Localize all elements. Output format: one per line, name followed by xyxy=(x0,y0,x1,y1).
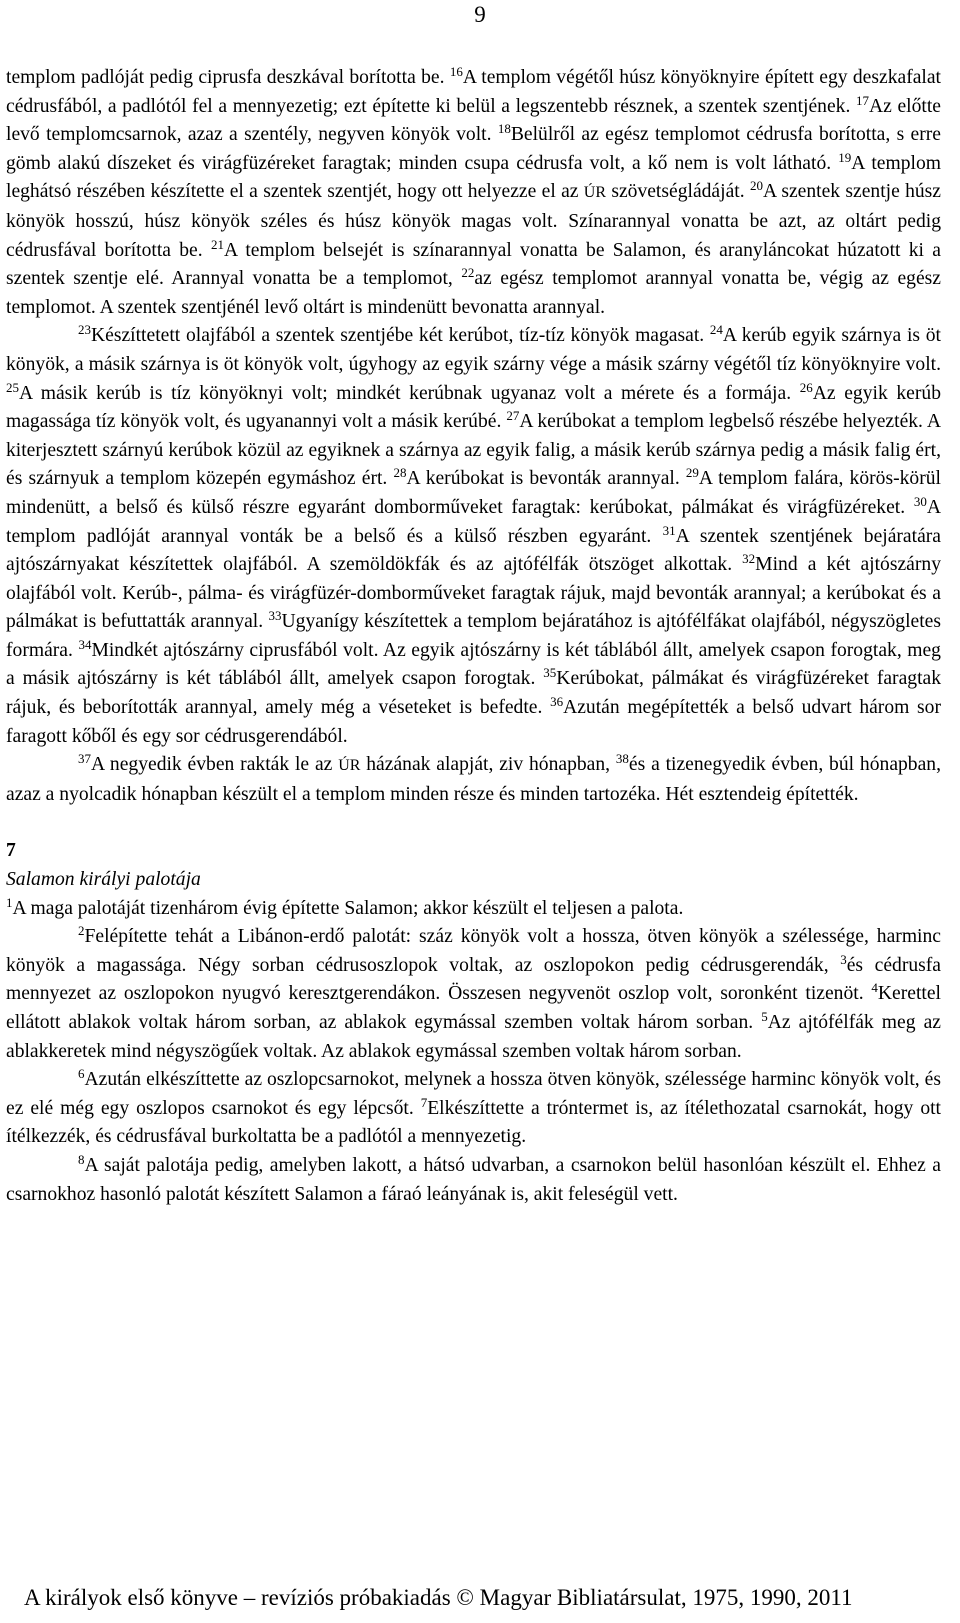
verse-text: az egész templomot arannyal vonatta be, végig az egész templomot. A szentek szentjénél levő oltárt is mindenütt bevonatta arannyal. xyxy=(6,268,941,318)
verse-text: szövetségládáját. xyxy=(606,181,750,203)
verse-number: 27 xyxy=(506,408,520,424)
verse-text: Azután elkészíttette az oszlopcsarnokot, melynek a hossza ötven könyök, szélessége harminc könyök volt, és ez elé még egy oszlopos csarnokot és egy lépcsőt. xyxy=(6,1069,941,1119)
page-footer: A királyok első könyve – revíziós próbakiadás © Magyar Bibliatársulat, 1975, 1990, 2011 xyxy=(24,1585,853,1610)
verse-number: 19 xyxy=(838,149,852,165)
chapter-title: Salamon királyi palotája xyxy=(6,869,201,891)
paragraph xyxy=(6,1066,941,1152)
verse-text: Az egyik kerúb magassága tíz könyök volt, és ugyanannyi volt a másik kerúbé. xyxy=(6,382,941,433)
divine-name: ÚR xyxy=(583,184,607,202)
verse-text: házának alapját, ziv hónapban, xyxy=(360,754,616,776)
verse-text: A templom belsejét is színarannyal vonatta be Salamon, és aranyláncokat húzatott ki a szentek szentje elé. Arannyal vonatta be a templomot, xyxy=(6,239,941,290)
verse-text: A szentek szentje húsz könyök hosszú, húsz könyök széles és húsz könyök magas volt. Színarannyal vonatta be azt, az oltárt pedig cédrusfával borította be. xyxy=(6,181,941,261)
verse-number: 8 xyxy=(78,1151,85,1167)
verse-text: Felépítette tehát a Libánon-erdő palotát: száz könyök volt a hossza, ötven könyök a szélessége, harminc könyök a magassága. Négy sorban cédrusoszlopok voltak, az oszlopokon pedig cédrusgerendák, xyxy=(6,926,941,976)
verse-text: Mind a két ajtószárny olajfából volt. Kerúb-, pálma- és virágfüzér-domborműveket faragtak rájuk, majd bevonták arannyal; a kerúbokat és a pálmákat is befuttatták arannyal. xyxy=(6,554,941,633)
page-number: 9 xyxy=(474,2,486,27)
text-body xyxy=(6,64,941,1209)
verse-text: A kerúb egyik szárnya is öt könyök, a másik szárnya is öt könyök volt, úgyhogy az egyik szárny vége a másik szárny végétől tíz könyöknyire volt. xyxy=(6,325,941,375)
verse-number: 35 xyxy=(543,665,557,681)
section-spacer xyxy=(6,809,941,837)
verse-number: 3 xyxy=(840,951,847,967)
chapter-number: 7 xyxy=(6,840,16,862)
verse-number: 21 xyxy=(210,236,224,252)
verse-text: és cédrusfa mennyezet az oszlopokon nyugvó keresztgerendákon. Összesen negyvenöt oszlop volt, soronként tizenöt. xyxy=(6,954,941,1005)
verse-number: 34 xyxy=(78,636,92,652)
verse-text: Kerúbokat, pálmákat és virágfüzéreket faragtak rájuk, és beborították arannyal, amely még a véseteket is befedte. xyxy=(6,668,942,719)
verse-text: templom padlóját pedig ciprusfa deszkával borította be. xyxy=(6,67,450,88)
verse-number: 18 xyxy=(497,121,511,137)
verse-text: A kerúbokat a templom legbelső részébe helyezték. A kiterjesztett szárnyú kerúbok közül az egyiknek a szárnya az egyik falig, a másik kerúb szárnya pedig a másik falig ért, és szárnyuk a templom közepén egymáshoz ért. xyxy=(6,411,942,490)
paragraph xyxy=(6,64,941,322)
verse-text: Azután megépítették a belső udvart három sor faragott kőből és egy sor cédrusgerendából. xyxy=(6,697,941,747)
verse-text: A templom leghátsó részében készítette el a szentek szentjét, hogy ott helyezze el az xyxy=(6,152,941,203)
verse-text: Kerettel ellátott ablakok voltak három sorban, az ablakok egymással szemben voltak három sorban. xyxy=(6,983,941,1033)
verse-number: 23 xyxy=(78,322,91,338)
verse-text: Mindkét ajtószárny ciprusfából volt. Az egyik ajtószárny is két táblából állt, amelyek csapon forogtak, meg a másik ajtószárny is két táblából állt, amelyek csapon forogtak. xyxy=(6,639,941,690)
verse-number: 22 xyxy=(461,265,475,281)
paragraph xyxy=(6,923,941,1066)
verse-text: A templom végétől húsz könyöknyire épített egy deszkafalat cédrusfából, a padlótól fel a mennyezetig; ezt építette ki belül a legszentebb résznek, a szentek szentjének. xyxy=(6,67,941,117)
verse-text: Készíttetett olajfából a szentek szentjébe két kerúbot, tíz-tíz könyök magasat. xyxy=(91,325,710,347)
verse-text: és a tizenegyedik évben, búl hónapban, azaz a nyolcadik hónapban készült el a templom minden része és minden tartozéka. Hét esztendeig építették. xyxy=(6,754,941,805)
paragraph xyxy=(6,895,941,924)
verse-number: 2 xyxy=(78,923,85,939)
verse-text: A másik kerúb is tíz könyöknyi volt; mindkét kerúbnak ugyanaz volt a mérete és a formája. xyxy=(19,382,800,404)
verse-number: 26 xyxy=(799,379,813,395)
verse-number: 6 xyxy=(78,1066,85,1082)
verse-text: Ugyanígy készítettek a templom bejáratához is ajtófélfákat olajfából, négyszögletes formára. xyxy=(6,611,941,661)
verse-number: 33 xyxy=(268,608,282,624)
verse-number: 20 xyxy=(749,178,763,194)
verse-text: A kerúbokat is bevonták arannyal. xyxy=(406,468,686,490)
verse-number: 25 xyxy=(6,379,19,395)
verse-number: 1 xyxy=(6,894,13,910)
verse-text: A saját palotája pedig, amelyben lakott, a hátsó udvarban, a csarnokon belül hasonlóan készült el. Ehhez a csarnokhoz hasonló palotát készített Salamon a fáraó leányának is, akit feleségül vett. xyxy=(6,1154,941,1205)
verse-text: Az előtte levő templomcsarnok, azaz a szentély, negyven könyök volt. xyxy=(6,95,941,146)
verse-text: Belülről az egész templomot cédrusfa borította, s erre gömb alakú díszeket és virágfüzéreket faragtak; minden csupa cédrusfa volt, a kő nem is volt látható. xyxy=(6,124,941,174)
paragraph xyxy=(6,322,941,751)
verse-number: 32 xyxy=(742,551,756,567)
verse-number: 5 xyxy=(761,1009,768,1024)
verse-text: Az ajtófélfák meg az ablakkeretek mind négyszögűek voltak. Az ablakok egymással szemben voltak három sorban. xyxy=(6,1012,941,1062)
verse-text: A templom falára, körös-körül mindenütt, a belső és külső részre egyaránt domborműveket faragtak: kerúbokat, pálmákat és virágfüzéreket. xyxy=(6,468,941,518)
verse-number: 4 xyxy=(871,980,878,996)
verse-text: A szentek szentjének bejáratára ajtószárnyakat készítettek olajfából. A szemöldökfák és az ajtófélfák ötszöget alkottak. xyxy=(6,525,941,576)
verse-number: 36 xyxy=(550,694,564,710)
verse-text: Elkészíttette a tróntermet is, az ítélethozatal csarnokát, hogy ott ítélkezzék, és cédrusfával burkoltatta be a padlótól a mennyezetig. xyxy=(6,1097,942,1148)
verse-number: 24 xyxy=(709,322,723,338)
verse-number: 31 xyxy=(662,522,676,538)
verse-number: 37 xyxy=(78,751,91,767)
chapter-7-text xyxy=(6,895,941,1210)
verse-number: 30 xyxy=(913,493,927,509)
verse-text: A maga palotáját tizenhárom évig építette Salamon; akkor készült el teljesen a palota. xyxy=(12,897,684,919)
verse-number: 7 xyxy=(420,1094,428,1110)
verse-number: 28 xyxy=(393,465,407,481)
verse-number: 38 xyxy=(615,751,629,767)
verse-number: 17 xyxy=(855,92,869,108)
paragraph xyxy=(6,1152,941,1209)
chapter-6-text xyxy=(6,64,941,809)
verse-number: 29 xyxy=(685,465,699,481)
verse-text: A templom padlóját arannyal vonták be a belső és a külső részben egyaránt. xyxy=(6,496,941,547)
verse-text: A negyedik évben rakták le az xyxy=(91,754,339,776)
verse-number: 16 xyxy=(449,64,463,79)
divine-name: ÚR xyxy=(338,757,361,775)
paragraph xyxy=(6,751,941,809)
